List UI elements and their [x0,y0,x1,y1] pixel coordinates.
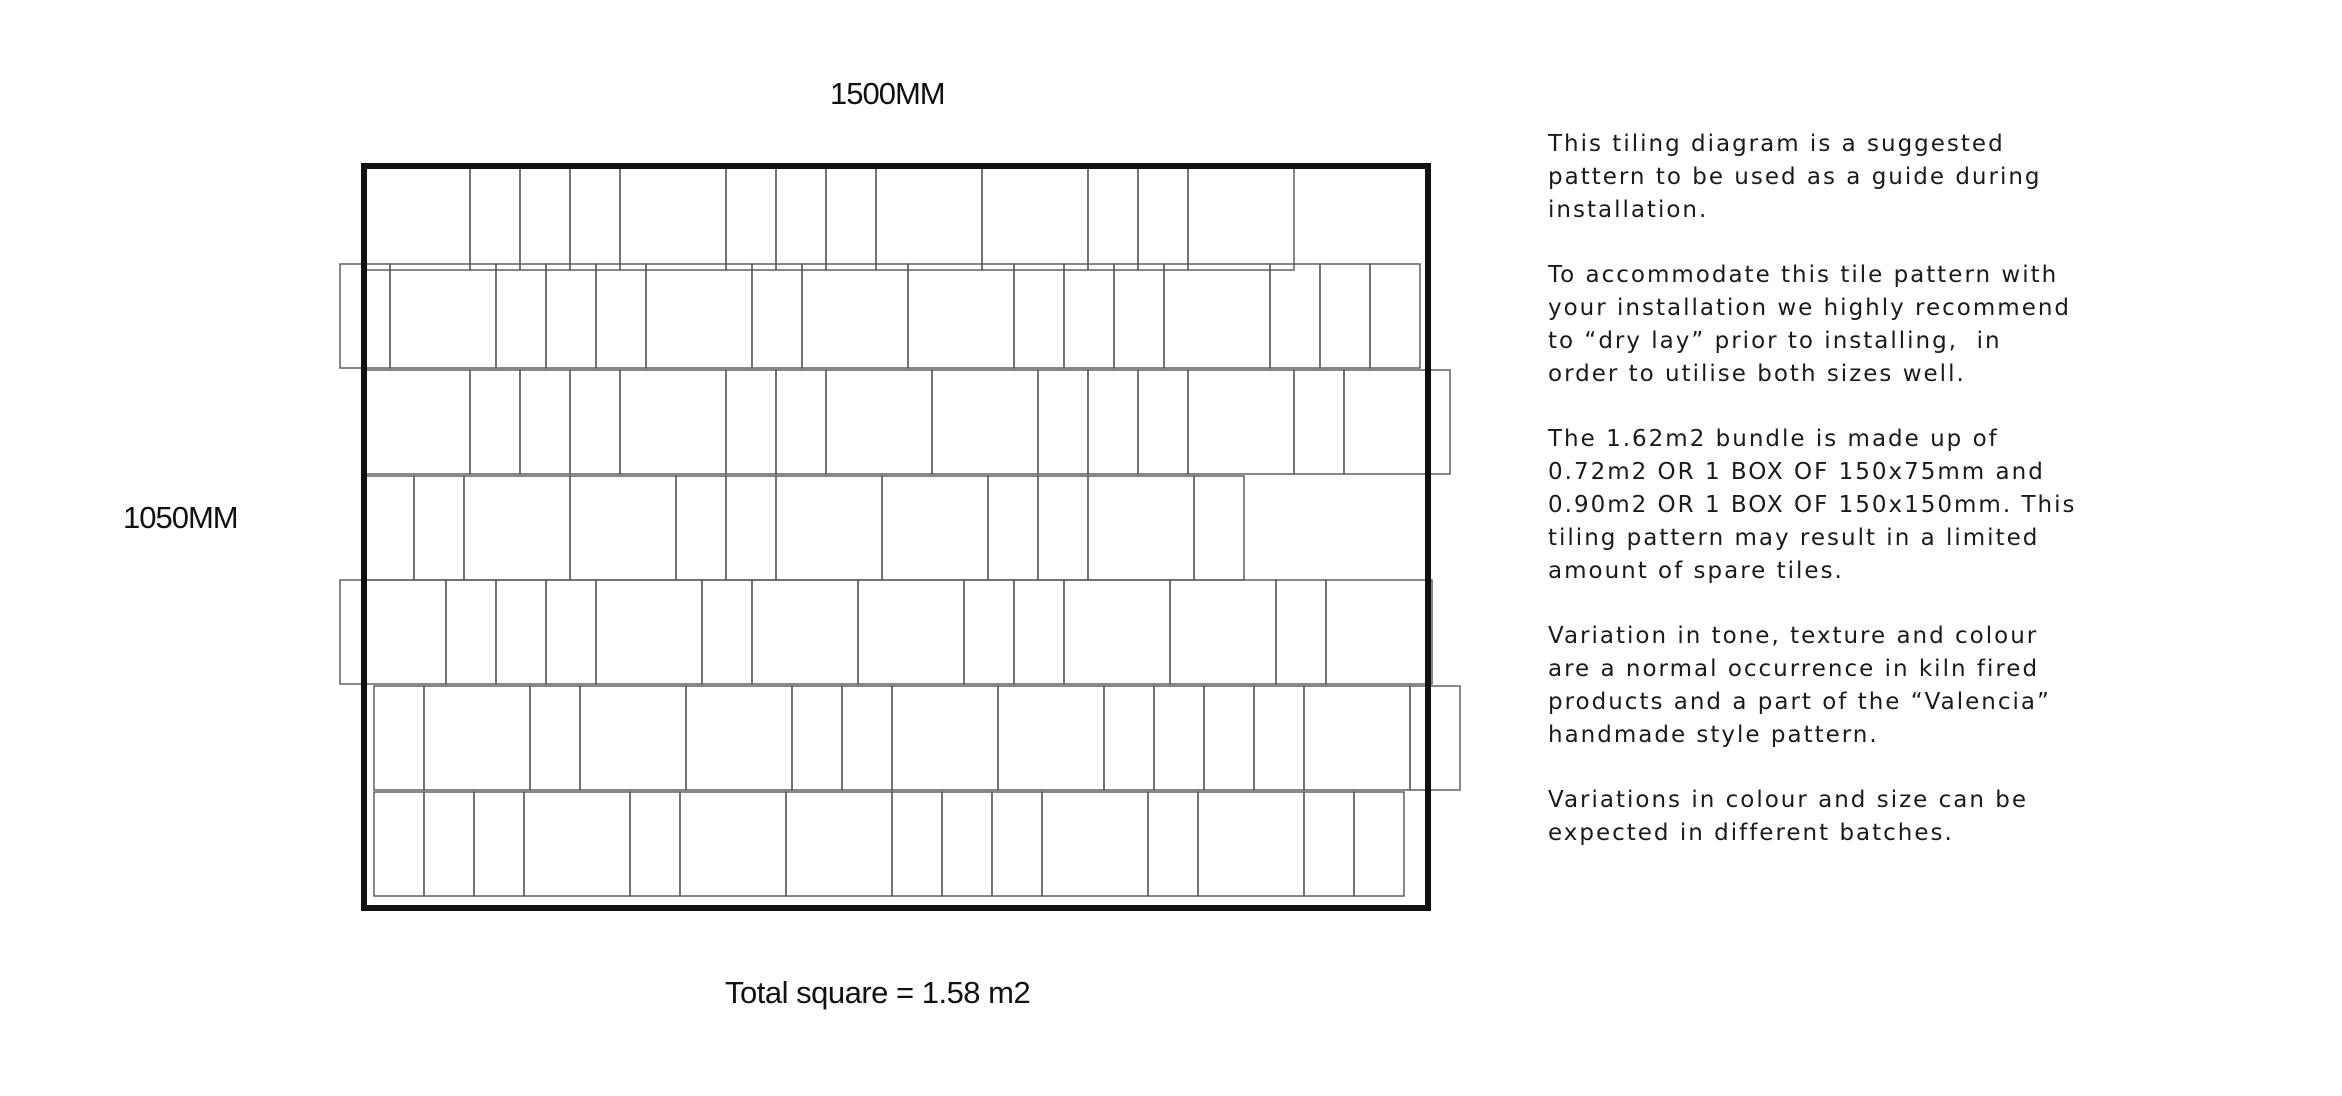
square-tile [858,580,964,684]
width-dimension-label: 1500MM [830,76,945,111]
square-tile [686,686,792,790]
note-line: amount of spare tiles. [1548,558,1844,584]
square-tile [982,166,1088,270]
half-tile [496,580,546,684]
height-dimension-label: 1050MM [123,500,238,535]
installation-notes [1548,128,2168,882]
half-tile [1104,686,1154,790]
square-tile [1170,580,1276,684]
square-tile [876,166,982,270]
note-line: to “dry lay” prior to installing, in [1548,328,2002,354]
half-tile [496,264,546,368]
half-tile [776,166,826,270]
half-tile [424,792,474,896]
half-tile [374,792,424,896]
half-tile [1038,476,1088,580]
half-tile [1270,264,1320,368]
note-line: products and a part of the “Valencia” [1548,689,2051,715]
half-tile [1194,476,1244,580]
half-tile [570,370,620,474]
half-tile [1088,370,1138,474]
square-tile [776,476,882,580]
half-tile [1204,686,1254,790]
square-tile [1344,370,1450,474]
half-tile [842,686,892,790]
note-line: are a normal occurrence in kiln fired [1548,656,2040,682]
half-tile [792,686,842,790]
half-tile [1138,370,1188,474]
half-tile [596,264,646,368]
half-tile [1014,264,1064,368]
square-tile [1198,792,1304,896]
half-tile [1254,686,1304,790]
note-line: Variation in tone, texture and colour [1548,623,2039,649]
square-tile [524,792,630,896]
half-tile [702,580,752,684]
half-tile [752,264,802,368]
square-tile [1326,580,1432,684]
note-line: order to utilise both sizes well. [1548,361,1966,387]
half-tile [570,166,620,270]
half-tile [1354,792,1404,896]
half-tile [364,476,414,580]
half-tile [546,580,596,684]
half-tile [446,580,496,684]
note-line: 0.72m2 OR 1 BOX OF 150x75mm and [1548,459,2045,485]
square-tile [364,370,470,474]
half-tile [826,166,876,270]
half-tile [414,476,464,580]
half-tile [726,476,776,580]
half-tile [374,686,424,790]
square-tile [1188,370,1294,474]
half-tile [1304,792,1354,896]
half-tile [676,476,726,580]
half-tile [1154,686,1204,790]
half-tile [992,792,1042,896]
note-line: your installation we highly recommend [1548,295,2072,321]
note-line: 0.90m2 OR 1 BOX OF 150x150mm. This [1548,492,2077,518]
square-tile [620,166,726,270]
square-tile [580,686,686,790]
half-tile [776,370,826,474]
square-tile [932,370,1038,474]
square-tile [1188,166,1294,270]
note-line: tiling pattern may result in a limited [1548,525,2040,551]
note-line: To accommodate this tile pattern with [1548,262,2059,288]
half-tile [1370,264,1420,368]
half-tile [988,476,1038,580]
half-tile [520,370,570,474]
note-line: Variations in colour and size can be [1548,787,2029,813]
square-tile [646,264,752,368]
note-line: This tiling diagram is a suggested [1548,131,2005,157]
note-line: pattern to be used as a guide during [1548,164,2042,190]
note-paragraph [1548,128,2168,227]
half-tile [470,166,520,270]
square-tile [826,370,932,474]
half-tile [546,264,596,368]
note-paragraph [1548,259,2168,391]
note-paragraph [1548,620,2168,752]
square-tile [1064,580,1170,684]
note-line: installation. [1548,197,1709,223]
half-tile [530,686,580,790]
square-tile [882,476,988,580]
note-line: The 1.62m2 bundle is made up of [1548,426,1999,452]
square-tile [620,370,726,474]
square-tile [786,792,892,896]
tile-grid [340,166,1460,896]
half-tile [1138,166,1188,270]
half-tile [1148,792,1198,896]
square-tile [424,686,530,790]
note-line: expected in different batches. [1548,820,1954,846]
square-tile [998,686,1104,790]
square-tile [464,476,570,580]
square-tile [570,476,676,580]
square-tile [752,580,858,684]
square-tile [680,792,786,896]
note-paragraph [1548,423,2168,588]
half-tile [1114,264,1164,368]
square-tile [390,264,496,368]
total-area-label: Total square = 1.58 m2 [725,975,1031,1010]
half-tile [470,370,520,474]
square-tile [802,264,908,368]
half-tile [1064,264,1114,368]
note-paragraph [1548,784,2168,850]
half-tile [474,792,524,896]
half-tile [520,166,570,270]
half-tile [1014,580,1064,684]
half-tile [1320,264,1370,368]
half-tile [1294,370,1344,474]
square-tile [908,264,1014,368]
square-tile [1304,686,1410,790]
square-tile [1042,792,1148,896]
half-tile [942,792,992,896]
half-tile [726,166,776,270]
half-tile [726,370,776,474]
square-tile [1088,476,1194,580]
half-tile [1038,370,1088,474]
half-tile [1088,166,1138,270]
square-tile [892,686,998,790]
square-tile [596,580,702,684]
half-tile [630,792,680,896]
half-tile [1410,686,1460,790]
half-tile [892,792,942,896]
square-tile [1164,264,1270,368]
note-line: handmade style pattern. [1548,722,1879,748]
half-tile [964,580,1014,684]
half-tile [1276,580,1326,684]
square-tile [364,166,470,270]
square-tile [340,580,446,684]
